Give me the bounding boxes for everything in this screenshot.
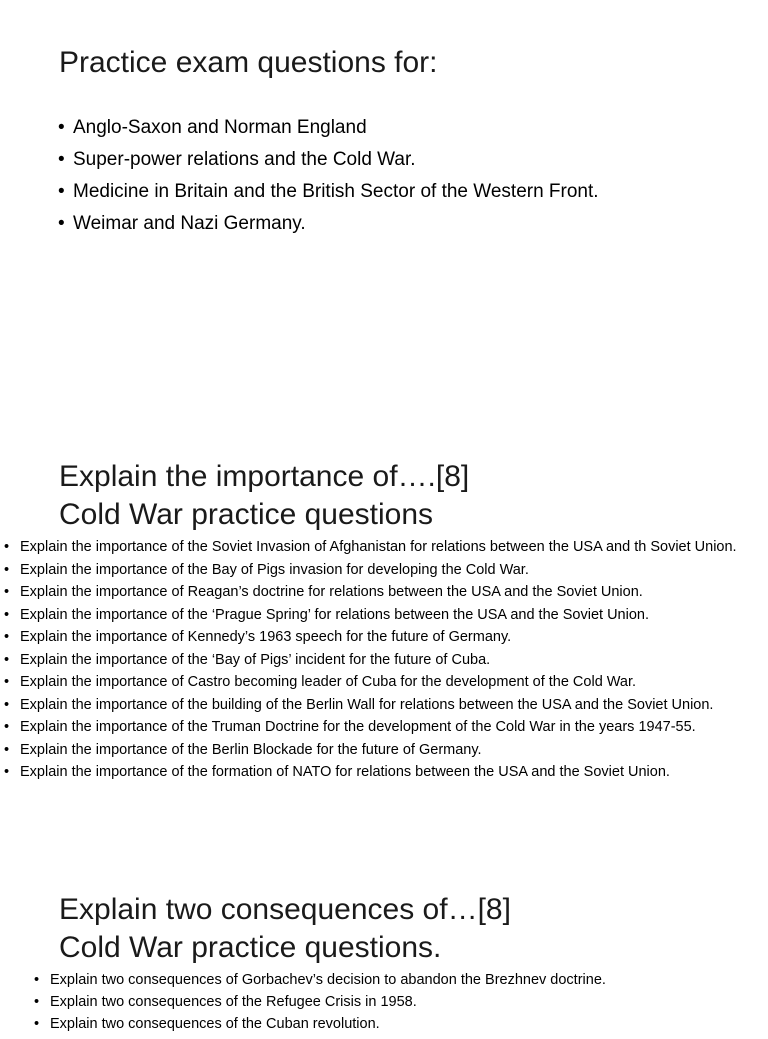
question-item: • Explain the importance of Reagan’s doctrine for relations between the USA and the Soviet Union. [4, 585, 764, 600]
question-item: • Explain the importance of the Bay of Pigs invasion for developing the Cold War. [4, 563, 764, 578]
question-item: • Explain the importance of the Soviet Invasion of Afghanistan for relations between the USA and th Soviet Union. [4, 540, 764, 555]
question-item: • Explain two consequences of the Refugee Crisis in 1958. [34, 995, 764, 1010]
topic-item: • Anglo-Saxon and Norman England [58, 112, 599, 144]
slide2-title-line2: Cold War practice questions [59, 498, 434, 531]
slide3-title-line1: Explain two consequences of…[8] [59, 893, 511, 926]
slide2-title-line1: Explain the importance of….[8] [59, 460, 470, 493]
question-item: • Explain the importance of Castro becoming leader of Cuba for the development of the Cold War. [4, 675, 764, 690]
topic-item: • Medicine in Britain and the British Sector of the Western Front. [58, 176, 599, 208]
topic-list [58, 112, 599, 240]
question-item: • Explain the importance of the Berlin Blockade for the future of Germany. [4, 743, 764, 758]
question-item: • Explain the importance of the ‘Prague Spring’ for relations between the USA and the Soviet Union. [4, 608, 764, 623]
topic-item: • Weimar and Nazi Germany. [58, 208, 599, 240]
question-item: • Explain the importance of the building of the Berlin Wall for relations between the USA and the Soviet Union. [4, 698, 764, 713]
importance-question-list [4, 540, 764, 788]
question-item: • Explain the importance of the ‘Bay of Pigs’ incident for the future of Cuba. [4, 653, 764, 668]
question-item: • Explain two consequences of the Cuban revolution. [34, 1017, 764, 1032]
question-item: • Explain the importance of the Truman Doctrine for the development of the Cold War in the years 1947-55. [4, 720, 764, 735]
question-item: • Explain the importance of Kennedy’s 1963 speech for the future of Germany. [4, 630, 764, 645]
slide1-title: Practice exam questions for: [59, 46, 438, 79]
question-item: • Explain the importance of the formation of NATO for relations between the USA and the Soviet Union. [4, 765, 764, 780]
consequence-question-list [34, 973, 764, 1039]
slide3-title-line2: Cold War practice questions. [59, 931, 442, 964]
topic-item: • Super-power relations and the Cold War. [58, 144, 599, 176]
question-item: • Explain two consequences of Gorbachev’s decision to abandon the Brezhnev doctrine. [34, 973, 764, 988]
